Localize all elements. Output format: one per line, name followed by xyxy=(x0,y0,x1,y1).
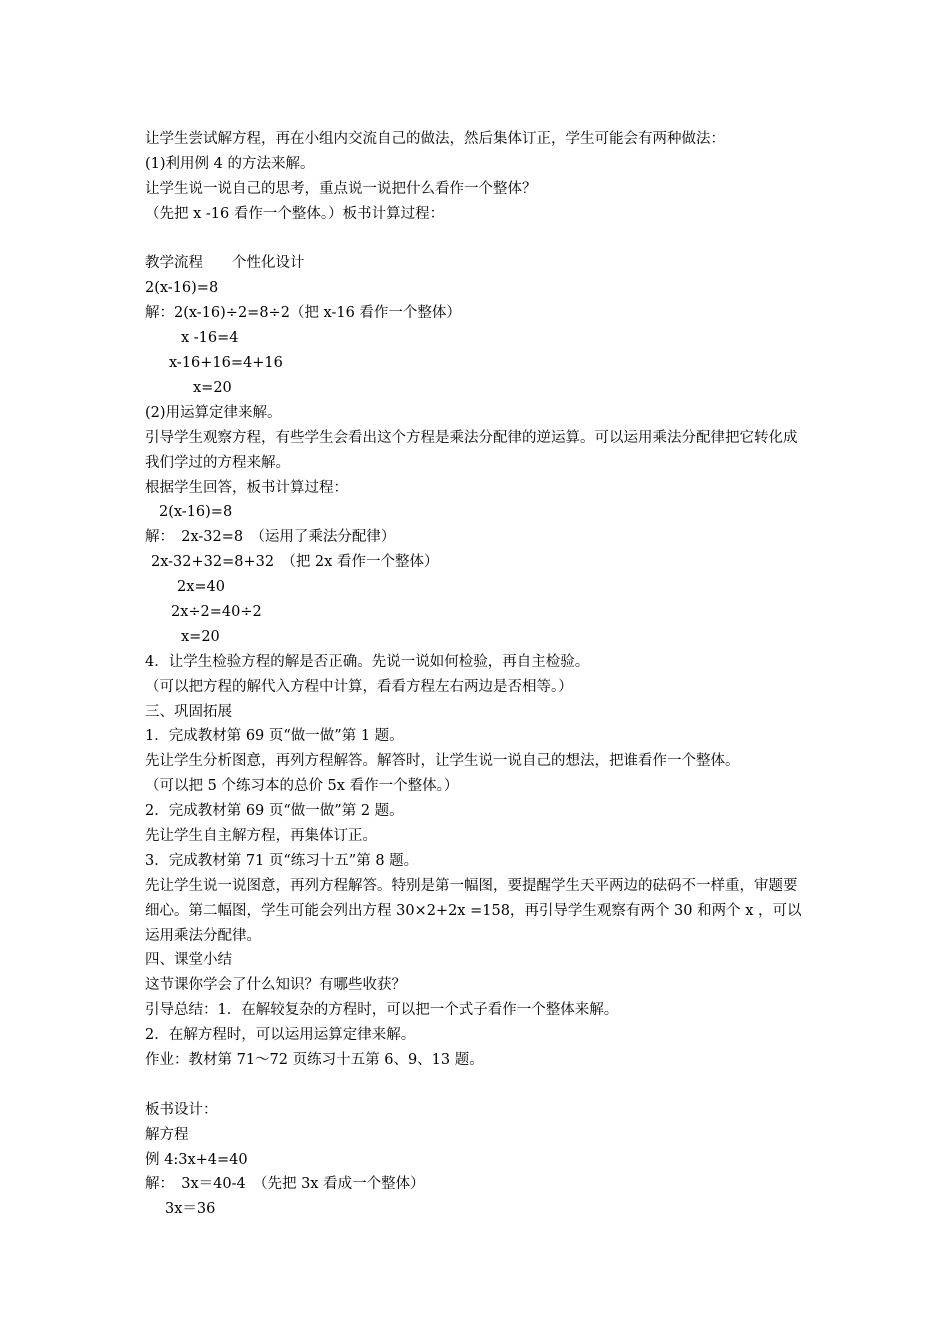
text-line: （可以把 5 个练习本的总价 5x 看作一个整体。） xyxy=(145,778,459,795)
equation-line: 解： 2x-32=8 （运用了乘法分配律） xyxy=(145,529,396,546)
blank-line xyxy=(145,227,810,252)
equation-line: x-16+16=4+16 xyxy=(169,355,283,372)
text-line: 2．完成教材第 69 页“做一做”第 2 题。 xyxy=(145,803,404,820)
text-line: 3．完成教材第 71 页“练习十五”第 8 题。 xyxy=(145,852,419,869)
equation-line: 2x÷2=40÷2 xyxy=(171,603,262,620)
blank-line xyxy=(145,1073,810,1098)
text-line: 让学生尝试解方程，再在小组内交流自己的做法，然后集体订正，学生可能会有两种做法： xyxy=(145,131,725,147)
equation-line: 例 4:3x+4=40 xyxy=(145,1151,248,1168)
text-line: 先让学生自主解方程，再集体订正。 xyxy=(145,827,377,844)
text-line: （先把 x -16 看作一个整体。）板书计算过程： xyxy=(145,205,445,222)
equation-line: x -16=4 xyxy=(181,330,239,347)
equation-line: 解： 3x＝40-4 （先把 3x 看成一个整体） xyxy=(145,1176,425,1193)
text-line: 解方程 xyxy=(145,1126,189,1143)
text-line: (2)用运算定律来解。 xyxy=(145,404,282,421)
text-line: 4．让学生检验方程的解是否正确。先说一说如何检验，再自主检验。 xyxy=(145,653,590,670)
text-line: 根据学生回答，板书计算过程： xyxy=(145,479,348,496)
text-paragraph: 先让学生说一说图意，再列方程解答。特别是第一幅图，要提醒学生天平两边的砝码不一样重，审题要细心。第二幅图，学生可能会列出方程 30×2+2x =158，再引导学生观察有两个 30 和两个 x ，可以运用乘法分配律。 xyxy=(145,877,802,944)
text-line: 让学生说一说自己的思考，重点说一说把什么看作一个整体？ xyxy=(145,180,537,197)
equation-line: 2(x-16)=8 xyxy=(159,504,233,521)
text-line: 2．在解方程时，可以运用运算定律来解。 xyxy=(145,1027,416,1044)
equation-line: 3x＝36 xyxy=(165,1201,216,1218)
equation-line: 2(x-16)=8 xyxy=(145,280,219,297)
equation-line: 2x=40 xyxy=(177,579,226,596)
text-line: （可以把方程的解代入方程中计算，看看方程左右两边是否相等。） xyxy=(145,678,573,695)
equation-line: x=20 xyxy=(181,628,220,645)
text-line: 作业：教材第 71～72 页练习十五第 6、9、13 题。 xyxy=(145,1052,484,1069)
document-body xyxy=(145,127,810,1222)
text-line: (1)利用例 4 的方法来解。 xyxy=(145,155,315,172)
equation-line: 2x-32+32=8+32 （把 2x 看作一个整体） xyxy=(151,554,439,571)
text-line: 先让学生分析图意，再列方程解答。解答时，让学生说一说自己的想法，把谁看作一个整体。 xyxy=(145,753,740,770)
equation-line: 解：2(x-16)÷2=8÷2（把 x-16 看作一个整体） xyxy=(145,305,461,322)
text-paragraph: 引导学生观察方程，有些学生会看出这个方程是乘法分配律的逆运算。可以运用乘法分配律把它转化成我们学过的方程来解。 xyxy=(145,429,798,471)
text-line: 这节课你学会了什么知识？有哪些收获？ xyxy=(145,977,406,994)
section-heading: 板书设计： xyxy=(145,1101,218,1118)
text-line: 1．完成教材第 69 页“做一做”第 1 题。 xyxy=(145,728,404,745)
text-line: 引导总结：1．在解较复杂的方程时，可以把一个式子看作一个整体来解。 xyxy=(145,1002,619,1019)
section-heading: 三、巩固拓展 xyxy=(145,703,232,720)
section-header: 教学流程 个性化设计 xyxy=(145,255,305,272)
equation-line: x=20 xyxy=(193,379,232,396)
section-heading: 四、课堂小结 xyxy=(145,952,232,969)
